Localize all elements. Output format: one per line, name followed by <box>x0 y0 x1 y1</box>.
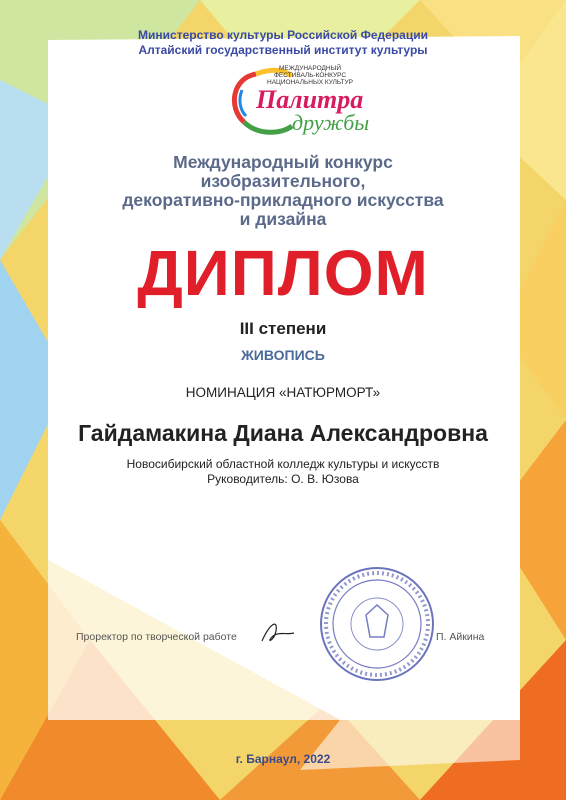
supervisor: Руководитель: О. В. Юзова <box>207 472 359 486</box>
nomination-label: НОМИНАЦИЯ «НАТЮРМОРТ» <box>185 385 381 400</box>
contest-line-4: и дизайна <box>239 209 327 229</box>
festival-logo <box>222 60 392 138</box>
contest-line-1: Международный конкурс <box>173 152 393 172</box>
logo-word-druzhby: дружбы <box>292 110 370 135</box>
recipient-name: Гайдамакина Диана Александровна <box>78 420 488 446</box>
logo-top-text-2: ФЕСТИВАЛЬ-КОНКУРС <box>273 72 347 79</box>
contest-line-3: декоративно-прикладного искусства <box>122 190 444 210</box>
signature-mark <box>256 615 300 649</box>
signatory-role: Проректор по творческой работе <box>76 631 237 643</box>
logo-top-text-1: МЕЖДУНАРОДНЫЙ <box>278 65 342 72</box>
logo-top-text-3: НАЦИОНАЛЬНЫХ КУЛЬТУР <box>267 79 353 86</box>
ministry-line: Министерство культуры Российской Федерации <box>138 28 428 42</box>
contest-title <box>0 153 566 229</box>
degree-label: III степени <box>239 319 327 338</box>
institution-block <box>0 457 566 487</box>
logo-word-palitra: Палитра <box>256 85 364 114</box>
subject-label: ЖИВОПИСЬ <box>241 347 325 363</box>
institution-name: Новосибирский областной колледж культуры и искусств <box>126 457 440 471</box>
official-stamp <box>318 565 436 683</box>
ministry-header <box>0 28 566 58</box>
city-year: г. Барнаул, 2022 <box>235 752 331 766</box>
diploma-title: ДИПЛОМ <box>137 237 429 309</box>
institute-line: Алтайский государственный институт культуры <box>138 43 428 57</box>
signatory-name: П. Айкина <box>436 631 485 643</box>
contest-line-2: изобразительного, <box>200 171 366 191</box>
